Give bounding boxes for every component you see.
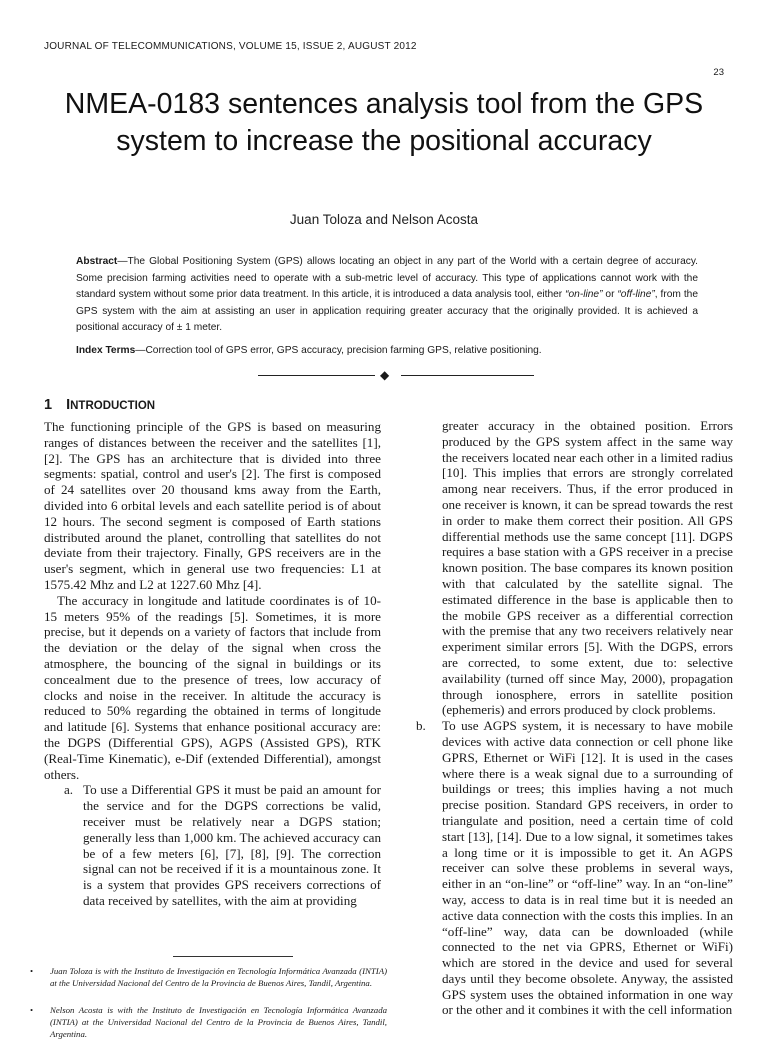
section-number: 1 <box>44 397 53 413</box>
list-item-a-label: a. <box>64 782 74 798</box>
abstract <box>76 254 698 337</box>
divider-diamond-icon: ◆ <box>380 368 390 382</box>
list-item-a-text: To use a Differential GPS it must be paid an amount for the service and for the DGPS corrections be valid, receiver must be relatively near a DGPS station; generally less than 1,000 km. The achieved accuracy can be of a few meters [6], [7], [8], [9]. The correction signal can not be received if it is a mountainous zone. It is a system that provides GPS receivers corrections of data received by satellites, with the aim at providing <box>83 782 381 908</box>
index-terms <box>76 345 698 356</box>
list-item-b-label: b. <box>416 718 426 734</box>
list-item-b-text: To use AGPS system, it is necessary to have mobile devices with active data connection or cell phone like GPRS, Ethernet or WiFi [12]. It is used in the cases where there is a weak signal due to a surrounding of buildings or trees; this implies having a not much precise position. Standard GPS receivers, in order to triangulate and position, need a certain time of cold start [13], [14]. Due to a low signal, it sometimes takes a long time or it is impossible to get it. An AGPS receiver can solve these problems in several ways, either in an “on-line” or “off-line” way. In an “on-line” way, access to data is in real time but it is needed an active data connection with the costs this implies. In an “off-line” way, data can be downloaded (while connected to the net via GPRS, Ethernet or WiFi) which are stored in the device and used for several days until they become obsolete. Anyway, the assisted GPS system uses the obtained information in one way or the other and it combines it with the cell information <box>442 718 733 1018</box>
journal-header: JOURNAL OF TELECOMMUNICATIONS, VOLUME 15, ISSUE 2, AUGUST 2012 <box>44 41 417 52</box>
abstract-offline: “off-line” <box>617 289 655 300</box>
paper-title: NMEA-0183 sentences analysis tool from the GPS system to increase the positional accuracy <box>64 88 704 157</box>
index-terms-dash: — <box>135 345 146 356</box>
section-heading <box>44 397 155 413</box>
abstract-dash: — <box>117 256 128 267</box>
page-number: 23 <box>713 67 724 78</box>
right-column <box>416 418 733 1018</box>
section-title-initial: I <box>66 397 71 413</box>
list-item-a-continued: greater accuracy in the obtained position. Errors produced by the GPS system affect in the same way the receivers located near each other in a limited radius [10]. This implies that errors are strongly correlated among near receivers. Thus, if the error produced in one receiver is known, it can be spread towards the rest in order to make them correct their position. All GPS differential methods use the same concept [11]. DGPS requires a base station with a GPS receiver in a precise known position. The base compares its known position with that calculated by the satellite signal. The estimated difference in the base is applicable then to the mobile GPS receiver as a differential correction with the premise that any two receivers relatively near experiment similar errors [5]. With the DGPS, errors are corrected, to some extent, due to: selective availability (turned off since May, 2000), propagation through ionosphere, errors in satellite position (ephemeris) and errors produced by clock problems. <box>442 418 733 718</box>
list-item-a <box>44 782 381 908</box>
abstract-label: Abstract <box>76 256 118 267</box>
divider-line-right <box>401 375 534 376</box>
divider-line-left <box>258 375 375 376</box>
footnote-rule <box>173 956 293 957</box>
footnote-2-text: Nelson Acosta is with the Instituto de Investigación en Tecnología Informática Avanzada (INTIA) at the Universidad Nacional del Centro de la Provincia de Buenos Aires, Tandil, Argentina. <box>50 1005 387 1039</box>
footnote-1-text: Juan Toloza is with the Instituto de Investigación en Tecnología Informática Avanzada (INTIA) at the Universidad Nacional del Centro de la Provincia de Buenos Aires, Tandil, Argentina. <box>50 966 387 988</box>
footnote-1 <box>30 965 387 989</box>
paragraph-2: The accuracy in longitude and latitude coordinates is of 10-15 meters 95% of the readings [5]. Sometimes, it is more precise, but it depends on a variety of factors that include from the deviation or the delay of the signal when cross the atmosphere, the bouncing of the signal in buildings or its concealment due to the presence of trees, low accuracy of clocks and noise in the receiver. In altitude the accuracy is reduced to 50% regarding the obtained in terms of longitude and latitude [6]. Systems that enhance positional accuracy are: the DGPS (Differential GPS), AGPS (Assisted GPS), RTK (Real-Time Kinematic), e-Dif (extended Differential), amongst others. <box>44 592 381 782</box>
authors: Juan Toloza and Nelson Acosta <box>289 212 479 227</box>
abstract-or: or <box>602 289 618 300</box>
section-divider <box>0 369 768 383</box>
index-terms-label: Index Terms <box>76 345 136 356</box>
list-item-b <box>416 718 733 1018</box>
paragraph-1: The functioning principle of the GPS is based on measuring ranges of distances between the receiver and the satellites [1], [2]. The GPS has an architecture that is divided into three segments: spatial, control and user's [2]. The first is composed of 24 satellites over 20 thousand kms away from the Earth, divided into 6 orbital levels and each satellite period is of about 12 hours. The second segment is composed of Earth stations distributed around the planet, controlling that satellites do not deviate from their trajectory. Finally, GPS receivers are in the user's segment, which in general use two frequencies: L1 at 1575.42 Mhz and L2 at 1227.60 Mhz [4]. <box>44 419 381 592</box>
index-terms-text: Correction tool of GPS error, GPS accuracy, precision farming GPS, relative positioning. <box>145 345 542 356</box>
section-title-rest: NTRODUCTION <box>70 400 156 412</box>
abstract-text-2: , from the GPS system with the aim at assisting an user in application requiring greater accuracy that the originally provided. It is achieved a positional accuracy of ± 1 meter. <box>76 289 698 333</box>
footnote-2 <box>30 1004 387 1040</box>
footnote-1-bullet: • <box>30 966 34 976</box>
abstract-text-1: The Global Positioning System (GPS) allows locating an object in any part of the World with a certain degree of accuracy. Some precision farming activities need to operate with a sub-metric level of accuracy. This type of applications cannot work with the standard system without some prior data treatment. In this article, it is introduced a data analysis tool, either <box>76 256 698 300</box>
footnote-2-bullet: • <box>30 1005 34 1015</box>
abstract-online: “on-line” <box>565 289 603 300</box>
left-column <box>44 419 381 909</box>
